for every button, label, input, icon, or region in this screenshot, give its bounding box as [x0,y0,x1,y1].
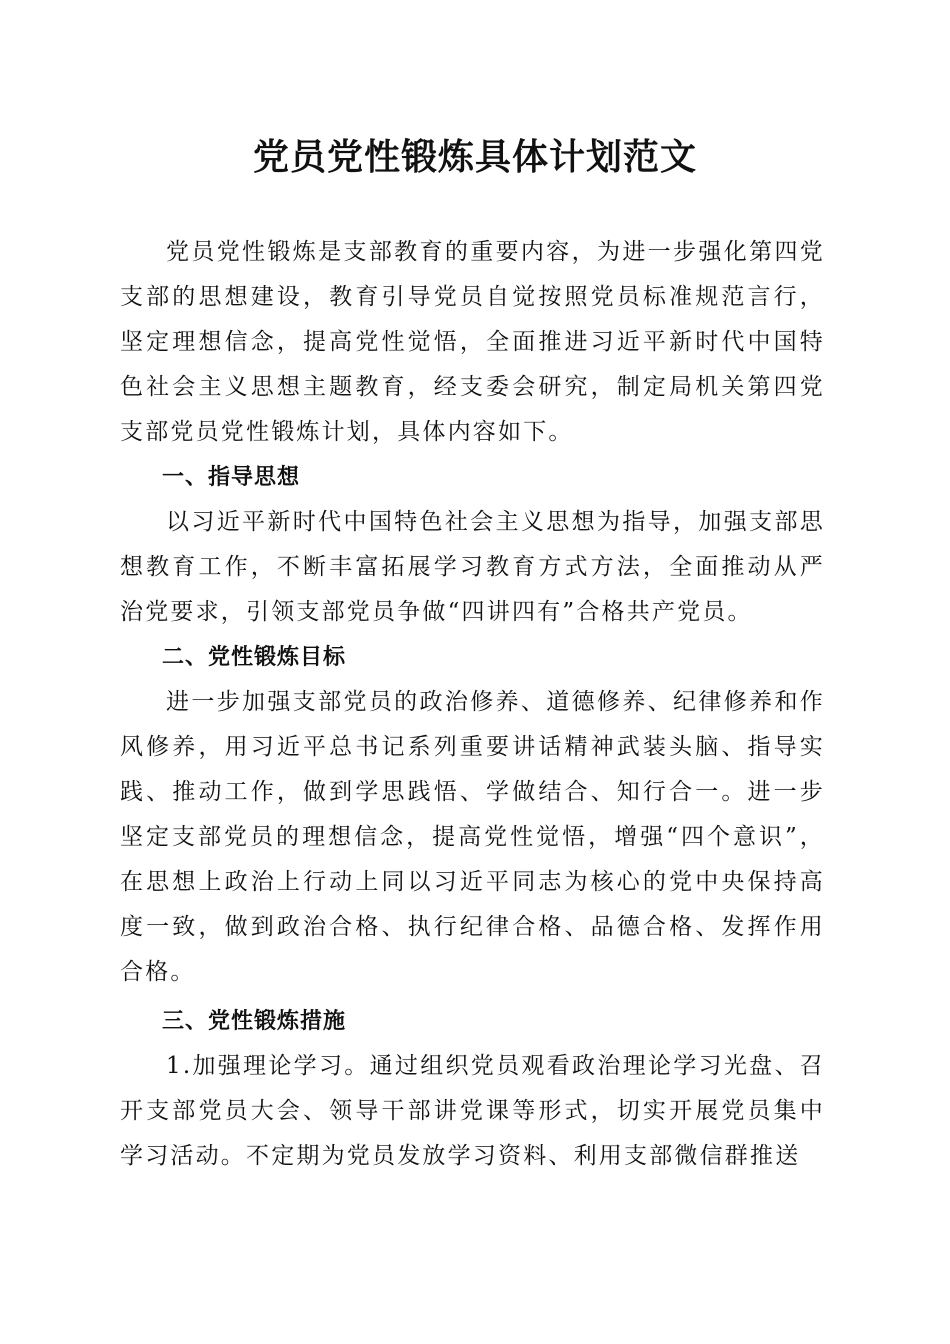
section-heading-guiding-ideology: 一、指导思想 [162,465,301,490]
section-paragraph-training-goals: 进一步加强支部党员的政治修养、道德修养、纪律修养和作风修养，用习近平总书记系列重要讲话精神武装头脑、指导实践、推动工作，做到学思践悟、学做结合、知行合一。进一步坚定支部党员的理想信念，提高党性觉悟，增强“四个意识”，在思想上政治上行动上同以习近平同志为核心的党中央保持高度一致，做到政治合格、执行纪律合格、品德合格、发挥作用合格。 [120,689,825,985]
document-body [120,230,825,1179]
section-heading-training-goals: 二、党性锻炼目标 [162,645,347,670]
section-paragraph-guiding-ideology: 以习近平新时代中国特色社会主义思想为指导，加强支部思想教育工作，不断丰富拓展学习教育方式方法，全面推动从严治党要求，引领支部党员争做“四讲四有”合格共产党员。 [120,509,825,625]
intro-paragraph: 党员党性锻炼是支部教育的重要内容，为进一步强化第四党支部的思想建设，教育引导党员自觉按照党员标准规范言行，坚定理想信念，提高党性觉悟，全面推进习近平新时代中国特色社会主义思想主题教育，经支委会研究，制定局机关第四党支部党员党性锻炼计划，具体内容如下。 [120,239,825,445]
section-paragraph-training-measures: 1.加强理论学习。通过组织党员观看政治理论学习光盘、召开支部党员大会、领导干部讲党课等形式，切实开展党员集中学习活动。不定期为党员发放学习资料、利用支部微信群推送 [120,1053,825,1169]
document-title: 党员党性锻炼具体计划范文 [252,136,697,178]
section-heading-training-measures: 三、党性锻炼措施 [162,1009,347,1034]
